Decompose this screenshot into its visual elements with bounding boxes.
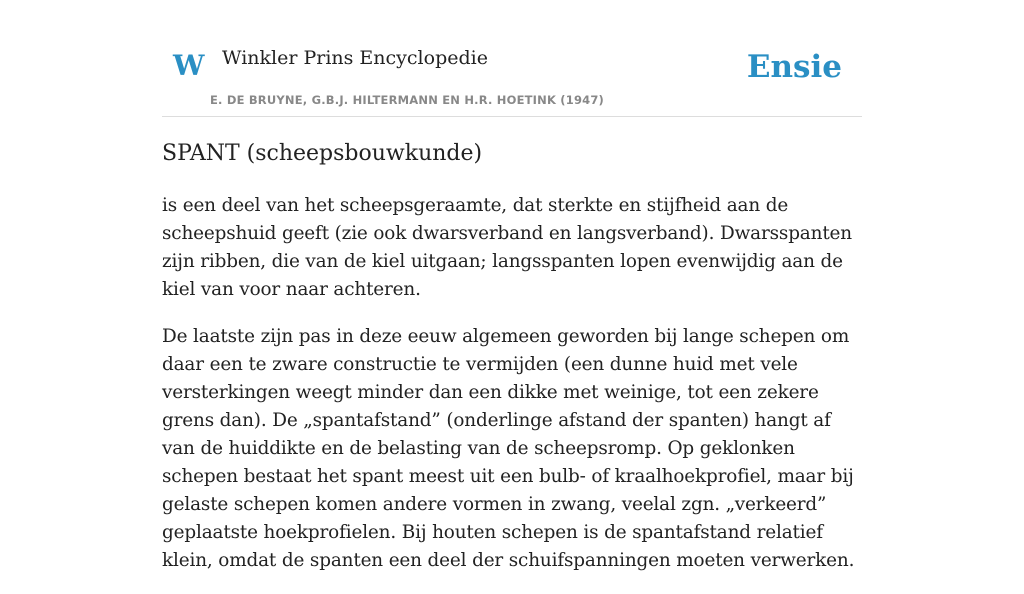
authors-line: E. DE BRUYNE, G.B.J. HILTERMANN EN H.R. HOETINK (1947) [210, 93, 605, 107]
winkler-prins-logo-icon[interactable]: W [173, 49, 205, 82]
ensie-logo[interactable]: Ensie [746, 49, 842, 85]
page [162, 0, 862, 571]
article-paragraph: is een deel van het scheepsgeraamte, dat sterkte en stijfheid aan de scheepshuid geeft (zie ook dwarsverband en langsverband). Dwarsspanten zijn ribben, die van de kiel uitgaan; langsspanten lopen evenwijdig aan de kiel van voor naar achteren. [162, 195, 852, 300]
article-paragraph: De laatste zijn pas in deze eeuw algemeen geworden bij lange schepen om daar een te zware constructie te vermijden (een dunne huid met vele versterkingen weegt minder dan een dikke met weinige, tot een zekere grens dan). De „spantafstand” (onderlinge afstand der spanten) hangt af van de huiddikte en de belasting van de scheepsromp. Op geklonken schepen bestaat het spant meest uit een bulb- of kraalhoekprofiel, maar bij gelaste schepen komen andere vormen in zwang, veelal zgn. „verkeerd” geplaatste hoekprofielen. Bij houten schepen is de spantafstand relatief klein, omdat de spanten een deel der schuifspanningen moeten verwerken. [162, 326, 855, 571]
article-body [162, 192, 862, 594]
header [162, 0, 862, 117]
site-title[interactable]: Winkler Prins Encyclopedie [222, 47, 488, 69]
article-title: SPANT (scheepsbouwkunde) [162, 141, 483, 166]
